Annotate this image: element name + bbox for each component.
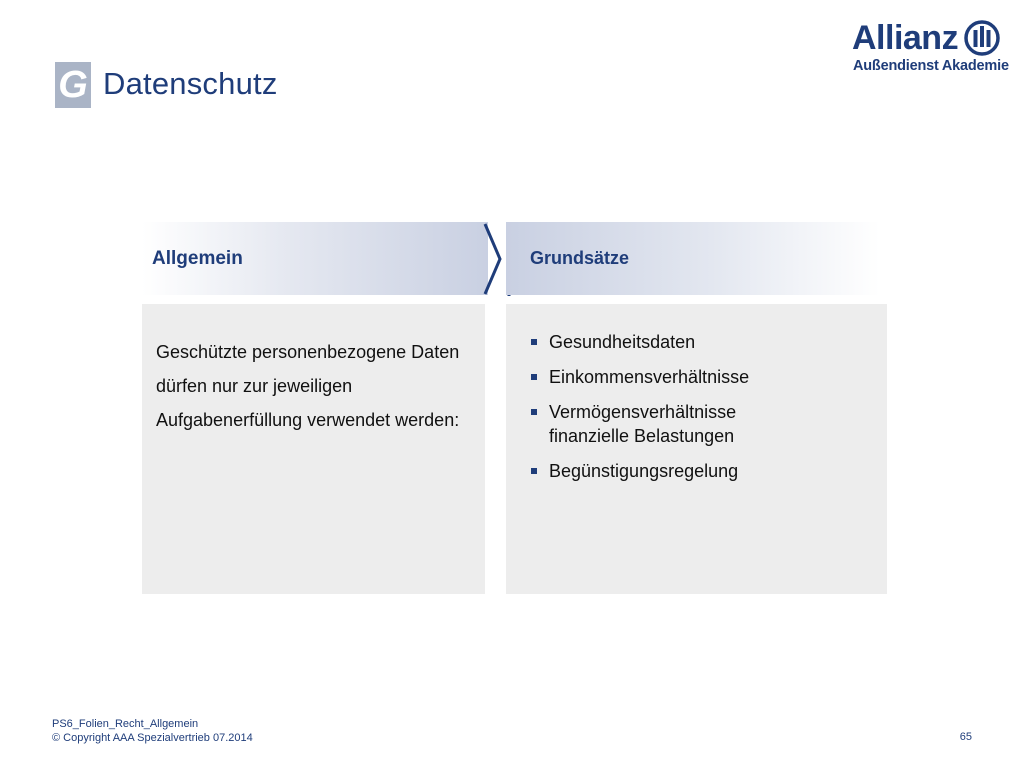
column-header-allgemein (142, 222, 488, 295)
section-badge: G (55, 62, 91, 108)
footer-copyright: © Copyright AAA Spezialvertrieb 07.2014 (52, 732, 253, 744)
column-label-allgemein: Allgemein (152, 248, 243, 269)
square-bullet-icon (531, 468, 537, 474)
right-content-panel (506, 304, 887, 594)
list-item-text: Einkommensverhältnisse (549, 367, 750, 387)
footer-filename: PS6_Folien_Recht_Allgemein (52, 718, 199, 730)
list-item-text: Begünstigungsregelung (549, 461, 739, 481)
footer-info (52, 717, 253, 745)
list-item-text: Vermögensverhältnisse (549, 402, 737, 422)
square-bullet-icon (531, 374, 537, 380)
list-item (530, 365, 749, 389)
list-item (530, 330, 749, 354)
left-panel-text: Geschützte personenbezogene Daten dürfen nur zur jeweiligen Aufgabenerfüllung verwendet werden: (156, 342, 460, 430)
principles-list (530, 330, 749, 494)
column-header-grundsaetze (506, 222, 880, 295)
square-bullet-icon (531, 409, 537, 415)
square-bullet-icon (531, 339, 537, 345)
logo-wordmark: Allianz (852, 19, 959, 57)
column-label-grundsaetze: Grundsätze (530, 248, 630, 268)
logo-subtitle: Außendienst Akademie (853, 58, 1009, 74)
allianz-logo (852, 18, 1009, 78)
allianz-eagle-icon (964, 20, 1000, 56)
slide-title: Datenschutz (103, 66, 278, 101)
left-content-panel (142, 304, 485, 594)
page-number: 65 (959, 731, 972, 743)
list-item-text: finanzielle Belastungen (549, 426, 735, 446)
list-item-text: Gesundheitsdaten (549, 332, 696, 352)
list-item (530, 459, 749, 483)
list-item (530, 400, 749, 448)
